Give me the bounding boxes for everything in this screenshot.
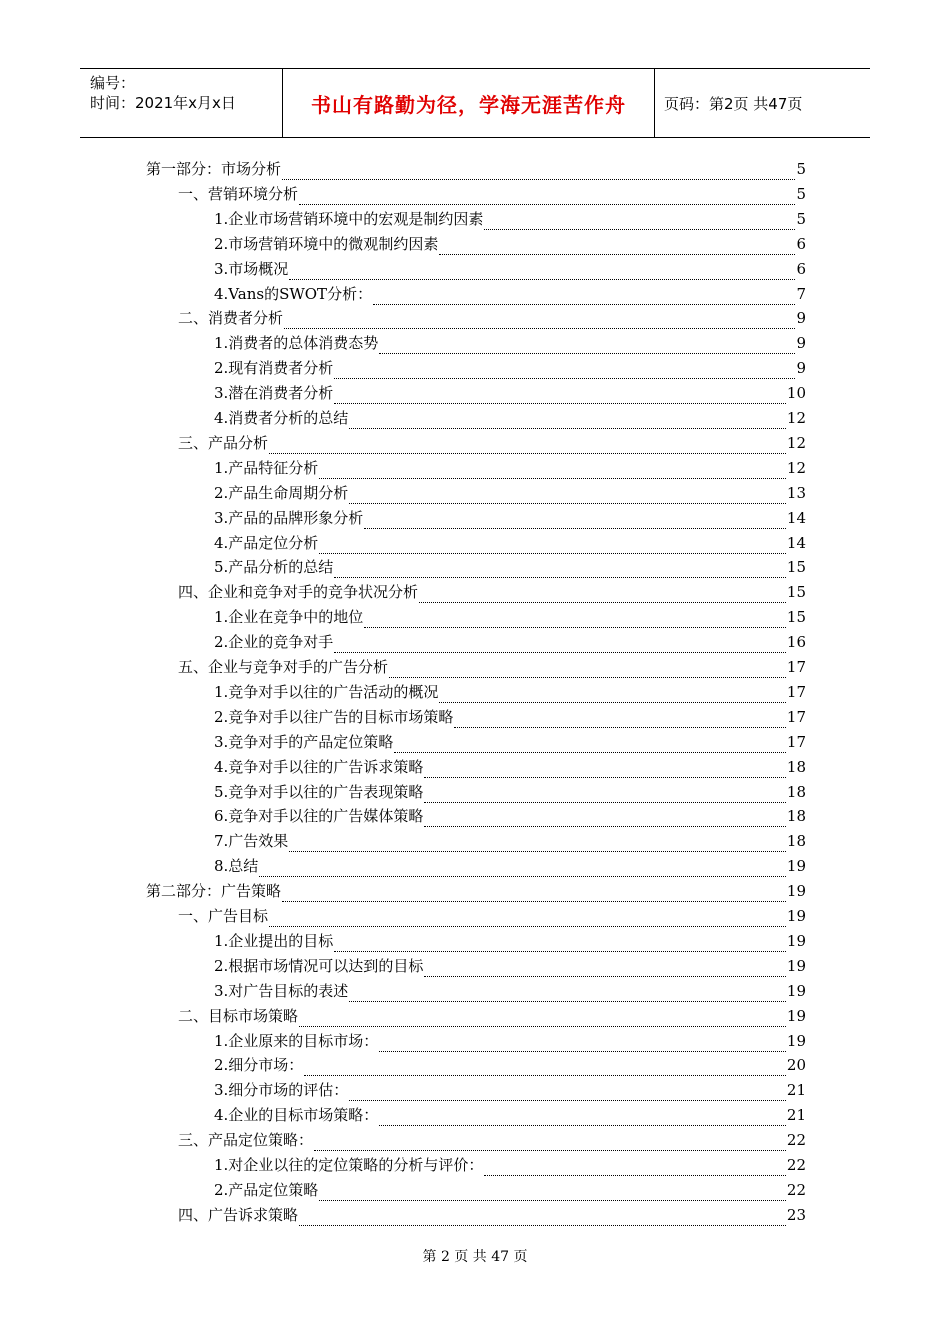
toc-leader-dots [394,738,786,753]
toc-entry-page: 18 [786,807,806,826]
toc-leader-dots [269,912,786,927]
toc-entry[interactable] [178,431,806,456]
toc-entry-page: 17 [786,707,806,726]
toc-entry-title: 1.企业原来的目标市场： [214,1031,379,1050]
toc-entry[interactable] [214,555,806,580]
toc-entry[interactable] [214,1103,806,1128]
toc-entry-page: 5 [796,184,806,203]
toc-entry[interactable] [146,157,806,182]
toc-entry-page: 18 [786,782,806,801]
toc-entry-title: 2.产品定位策略 [214,1180,319,1199]
toc-entry-page: 19 [786,857,806,876]
toc-entry-page: 18 [786,757,806,776]
toc-entry[interactable] [214,1029,806,1054]
toc-entry-page: 15 [786,558,806,577]
toc-entry-page: 10 [786,384,806,403]
toc-entry-title: 2.现有消费者分析 [214,359,334,378]
toc-entry-page: 12 [786,409,806,427]
toc-entry-page: 9 [796,334,806,353]
toc-leader-dots [282,165,795,180]
toc-entry-title: 1.企业提出的目标 [214,931,334,950]
toc-leader-dots [484,215,795,230]
toc-entry-title: 2.竞争对手以往广告的目标市场策略 [214,707,454,726]
toc-leader-dots [334,364,795,379]
header-motto: 书山有路勤为径，学海无涯苦作舟 [311,92,626,117]
toc-entry-page: 19 [786,956,806,975]
toc-entry[interactable] [214,780,806,805]
toc-entry-title: 4.竞争对手以往的广告诉求策略 [214,757,424,776]
toc-entry[interactable] [214,331,806,356]
toc-entry-page: 19 [786,907,806,925]
toc-entry-title: 四、广告诉求策略 [178,1205,299,1224]
toc-entry[interactable] [214,481,806,506]
toc-leader-dots [439,240,795,255]
toc-entry[interactable] [214,730,806,755]
toc-entry[interactable] [214,456,806,481]
toc-entry-page: 22 [786,1180,806,1199]
toc-entry[interactable] [214,531,806,556]
toc-entry[interactable] [178,580,806,605]
toc-entry-title: 2.根据市场情况可以达到的目标 [214,956,424,975]
toc-entry-title: 五、企业与竞争对手的广告分析 [178,658,389,676]
toc-entry-title: 3.潜在消费者分析 [214,384,334,403]
toc-entry-page: 23 [786,1205,806,1224]
toc-entry[interactable] [214,406,806,431]
toc-entry-title: 5.产品分析的总结 [214,558,334,577]
toc-entry-title: 4.消费者分析的总结 [214,409,349,427]
toc-entry[interactable] [214,1078,806,1103]
toc-entry[interactable] [214,1153,806,1178]
toc-entry-title: 二、目标市场策略 [178,1006,299,1025]
toc-leader-dots [424,962,786,977]
toc-leader-dots [349,414,786,429]
toc-entry-page: 17 [786,732,806,751]
toc-leader-dots [289,265,795,280]
toc-leader-dots [284,314,795,329]
toc-entry-page: 21 [786,1081,806,1100]
toc-entry-title: 一、营销环境分析 [178,184,299,203]
toc-leader-dots [419,588,786,603]
toc-entry-page: 20 [786,1056,806,1075]
toc-entry-title: 4.产品定位分析 [214,533,319,552]
toc-entry[interactable] [214,356,806,381]
toc-entry-page: 21 [786,1106,806,1125]
toc-entry[interactable] [178,182,806,207]
toc-entry-page: 19 [786,981,806,1000]
toc-entry[interactable] [178,306,806,331]
toc-leader-dots [424,763,786,778]
toc-leader-dots [319,464,786,479]
toc-leader-dots [349,1086,786,1101]
toc-entry-page: 22 [786,1156,806,1174]
toc-entry[interactable] [178,1004,806,1029]
toc-entry-title: 三、产品分析 [178,433,269,452]
toc-leader-dots [282,887,786,902]
toc-leader-dots [299,1211,786,1226]
toc-entry-page: 14 [786,508,806,527]
toc-entry[interactable] [214,605,806,630]
toc-entry-title: 7.广告效果 [214,832,289,851]
toc-entry-title: 第二部分：广告策略 [146,882,282,901]
toc-leader-dots [389,663,786,678]
toc-entry-page: 15 [786,583,806,602]
toc-entry-title: 1.企业在竞争中的地位 [214,608,364,627]
time-label: 时间：2021年x月x日 [90,94,236,112]
toc-leader-dots [319,1186,786,1201]
toc-entry[interactable] [214,979,806,1004]
toc-entry-title: 1.竞争对手以往的广告活动的概况 [214,682,439,701]
toc-entry-title: 1.消费者的总体消费态势 [214,334,379,353]
toc-entry-page: 14 [786,533,806,552]
toc-entry[interactable] [214,207,806,232]
toc-entry-title: 8.总结 [214,857,259,876]
toc-leader-dots [379,1111,786,1126]
toc-entry-title: 1.企业市场营销环境中的宏观是制约因素 [214,209,484,228]
toc-entry[interactable] [214,1053,806,1078]
toc-entry-page: 7 [796,284,806,303]
toc-entry-page: 15 [786,608,806,627]
toc-leader-dots [424,788,786,803]
toc-entry-page: 6 [796,259,806,278]
toc-leader-dots [364,613,786,628]
toc-entry-page: 9 [796,359,806,378]
toc-entry-page: 22 [786,1131,806,1150]
toc-entry[interactable] [214,257,806,282]
toc-entry[interactable] [214,506,806,531]
toc-leader-dots [379,339,795,354]
toc-entry-page: 19 [786,1031,806,1050]
toc-entry-page: 12 [786,458,806,477]
header-meta [90,73,236,113]
toc-entry[interactable] [214,1178,806,1203]
toc-leader-dots [349,987,786,1002]
toc-entry-page: 19 [786,882,806,901]
toc-entry-title: 3.细分市场的评估： [214,1081,349,1100]
toc-entry[interactable] [214,630,806,655]
toc-entry-page: 12 [786,433,806,452]
toc-entry[interactable] [214,705,806,730]
toc-entry[interactable] [178,1128,806,1153]
toc-entry-page: 16 [786,633,806,652]
toc-entry[interactable] [178,1203,806,1228]
toc-entry[interactable] [214,680,806,705]
number-label: 编号： [90,74,136,92]
toc-entry[interactable] [214,854,806,879]
toc-leader-dots [439,688,786,703]
toc-entry-title: 一、广告目标 [178,907,269,925]
toc-leader-dots [484,1161,786,1176]
toc-leader-dots [289,837,786,852]
toc-entry-title: 1.产品特征分析 [214,458,319,477]
toc-entry-title: 1.对企业以往的定位策略的分析与评价： [214,1156,484,1174]
toc-leader-dots [299,1012,786,1027]
toc-entry-title: 3.产品的品牌形象分析 [214,508,364,527]
toc-leader-dots [299,190,795,205]
toc-entry-title: 5.竞争对手以往的广告表现策略 [214,782,424,801]
header-page-info: 页码：第2页 共47页 [664,94,803,113]
toc-entry-title: 3.对广告目标的表述 [214,981,349,1000]
toc-entry-page: 17 [786,682,806,701]
toc-entry-title: 2.市场营销环境中的微观制约因素 [214,234,439,253]
toc-entry-title: 二、消费者分析 [178,309,284,328]
toc-leader-dots [269,439,786,454]
toc-entry-title: 4.企业的目标市场策略： [214,1106,379,1125]
toc-entry-title: 第一部分：市场分析 [146,160,282,178]
toc-leader-dots [259,862,786,877]
toc-entry[interactable] [214,804,806,829]
toc-entry[interactable] [214,954,806,979]
toc-entry[interactable] [178,655,806,680]
toc-entry[interactable] [214,381,806,406]
toc-leader-dots [319,539,786,554]
toc-entry-title: 2.细分市场： [214,1056,304,1075]
header-divider [654,69,655,137]
toc-entry[interactable] [178,904,806,929]
toc-leader-dots [373,290,795,305]
toc-entry-page: 5 [796,209,806,228]
toc-entry[interactable] [214,232,806,257]
toc-entry-page: 19 [786,931,806,950]
toc-entry-title: 2.产品生命周期分析 [214,483,349,502]
toc-entry[interactable] [146,879,806,904]
toc-entry[interactable] [214,929,806,954]
toc-leader-dots [334,389,786,404]
toc-leader-dots [364,514,786,529]
toc-leader-dots [334,638,786,653]
toc-entry-page: 9 [796,309,806,328]
toc-entry[interactable] [214,755,806,780]
toc-entry-page: 18 [786,832,806,851]
page-footer: 第 2 页 共 47 页 [422,1249,528,1265]
toc-leader-dots [314,1136,786,1151]
toc-entry-page: 19 [786,1006,806,1025]
toc-leader-dots [454,713,786,728]
toc-entry[interactable] [214,282,806,307]
toc-entry-page: 5 [796,160,806,178]
toc-leader-dots [349,489,786,504]
toc-entry-title: 2.企业的竞争对手 [214,633,334,652]
toc-entry-title: 4.Vans的SWOT分析： [214,284,373,303]
toc-entry-page: 13 [786,483,806,502]
toc-leader-dots [334,937,786,952]
toc-leader-dots [304,1061,786,1076]
toc-entry-title: 3.竞争对手的产品定位策略 [214,732,394,751]
toc-entry-title: 四、企业和竞争对手的竞争状况分析 [178,583,419,602]
page-header [80,68,870,138]
toc-leader-dots [334,563,786,578]
toc-entry-title: 三、产品定位策略： [178,1131,314,1150]
toc-entry[interactable] [214,829,806,854]
toc-entry-page: 6 [796,234,806,253]
toc-leader-dots [424,812,786,827]
toc-entry-title: 3.市场概况 [214,259,289,278]
toc-entry-page: 17 [786,658,806,676]
toc-entry-title: 6.竞争对手以往的广告媒体策略 [214,807,424,826]
toc-leader-dots [379,1037,786,1052]
